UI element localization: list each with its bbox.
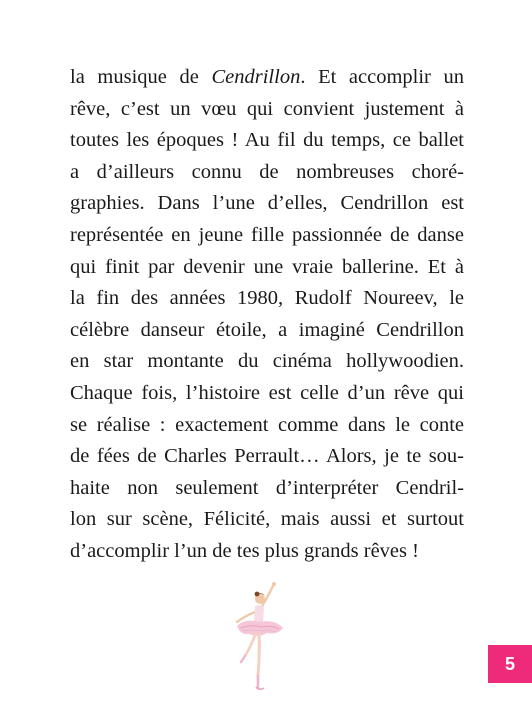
- text-line: haite non seulement d’interpréter Cendril-: [70, 476, 464, 499]
- text-line: représentée en jeune fille passionnée de danse: [70, 223, 464, 246]
- text-line: célèbre danseur étoile, a imaginé Cendrillon: [70, 318, 464, 341]
- text-line: a d’ailleurs connu de nombreuses choré-: [70, 160, 464, 183]
- text-line: de fées de Charles Perrault… Alors, je te sou-: [70, 445, 464, 468]
- text-line: se réalise : exactement comme dans le conte: [70, 413, 464, 436]
- text-line: graphies. Dans l’une d’elles, Cendrillon est: [70, 192, 464, 215]
- text-line: qui finit par devenir une vraie ballerine. Et à: [70, 255, 464, 278]
- page-number-badge: 5: [488, 645, 532, 683]
- text-line: lon sur scène, Félicité, mais aussi et surtout: [70, 508, 464, 531]
- text-line: d’accomplir l’un de tes plus grands rêves !: [70, 539, 419, 562]
- text-line: en star montante du cinéma hollywoodien.: [70, 350, 464, 373]
- text-line: Chaque fois, l’histoire est celle d’un rêve qui: [70, 381, 464, 404]
- text-line: la musique de Cendrillon. Et accomplir un: [70, 66, 464, 88]
- body-text: [70, 62, 464, 568]
- ballet-title: Cendrillon: [211, 66, 301, 88]
- text-line: toutes les époques ! Au fil du temps, ce ballet: [70, 129, 464, 152]
- text-line: rêve, c’est un vœu qui convient justement à: [70, 97, 464, 120]
- ballerina-icon: [223, 580, 293, 692]
- text-line: la fin des années 1980, Rudolf Noureev, le: [70, 287, 464, 310]
